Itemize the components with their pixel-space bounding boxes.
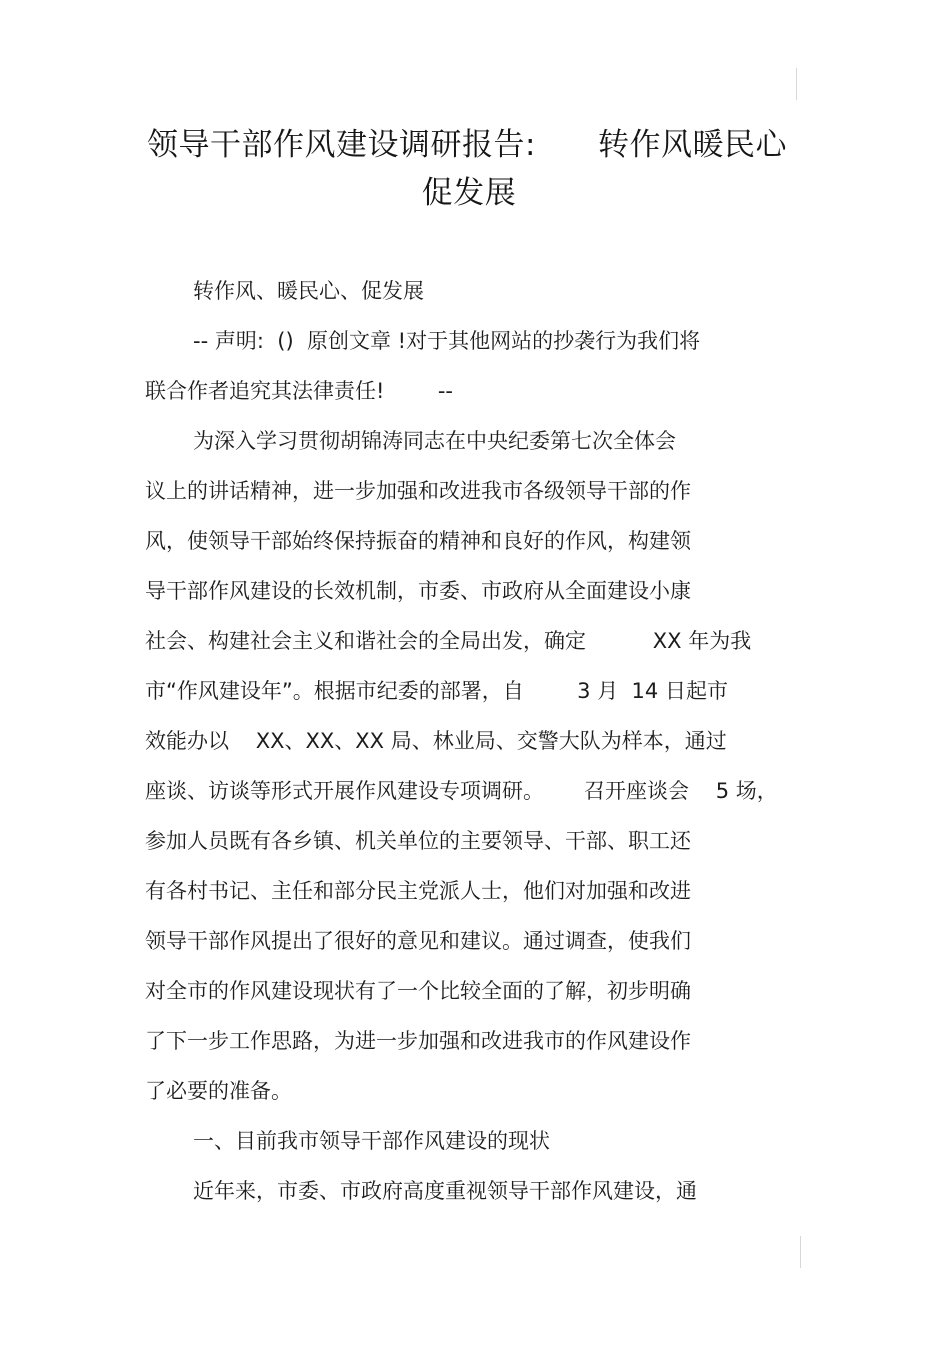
body-line-12: 对全市的作风建设现状有了一个比较全面的了解，初步明确 [145,979,691,1003]
page-edge-mark-top [796,68,797,100]
body-line-14: 了必要的准备。 [145,1079,292,1103]
body-line-5: 社会、构建社会主义和谐社会的全局出发，确定 XX 年为我 [145,629,752,653]
statement-line-1: -- 声明: () 原创文章 !对于其他网站的抄袭行为我们将 [193,329,701,353]
body-line-13: 了下一步工作思路，为进一步加强和改进我市的作风建设作 [145,1029,691,1053]
body-line-2: 议上的讲话精神，进一步加强和改进我市各级领导干部的作 [145,479,691,503]
section-body-line-1: 近年来，市委、市政府高度重视领导干部作风建设，通 [193,1179,697,1203]
body-line-3: 风，使领导干部始终保持振奋的精神和良好的作风，构建领 [145,529,691,553]
section-heading-1: 一、目前我市领导干部作风建设的现状 [193,1129,550,1153]
body-line-8: 座谈、访谈等形式开展作风建设专项调研。 召开座谈会 5 场， [145,779,778,803]
body-line-7: 效能办以 XX、XX、XX 局、林业局、交警大队为样本，通过 [145,729,727,753]
page-edge-mark-bottom [800,1236,801,1268]
statement-line-2: 联合作者追究其法律责任! -- [145,379,453,403]
document-title-line-2: 促发展 [421,175,517,211]
body-line-1: 为深入学习贯彻胡锦涛同志在中央纪委第七次全体会 [193,429,676,453]
subtitle-line: 转作风、暖民心、促发展 [193,279,424,303]
body-line-4: 导干部作风建设的长效机制，市委、市政府从全面建设小康 [145,579,691,603]
body-line-11: 领导干部作风提出了很好的意见和建议。通过调查，使我们 [145,929,691,953]
document-title-line-1: 领导干部作风建设调研报告: 转作风暖民心 [146,127,788,163]
body-line-10: 有各村书记、主任和部分民主党派人士，他们对加强和改进 [145,879,691,903]
body-line-6: 市“作风建设年”。根据市纪委的部署，自 3 月 14 日起市 [145,679,728,703]
body-line-9: 参加人员既有各乡镇、机关单位的主要领导、干部、职工还 [145,829,691,853]
